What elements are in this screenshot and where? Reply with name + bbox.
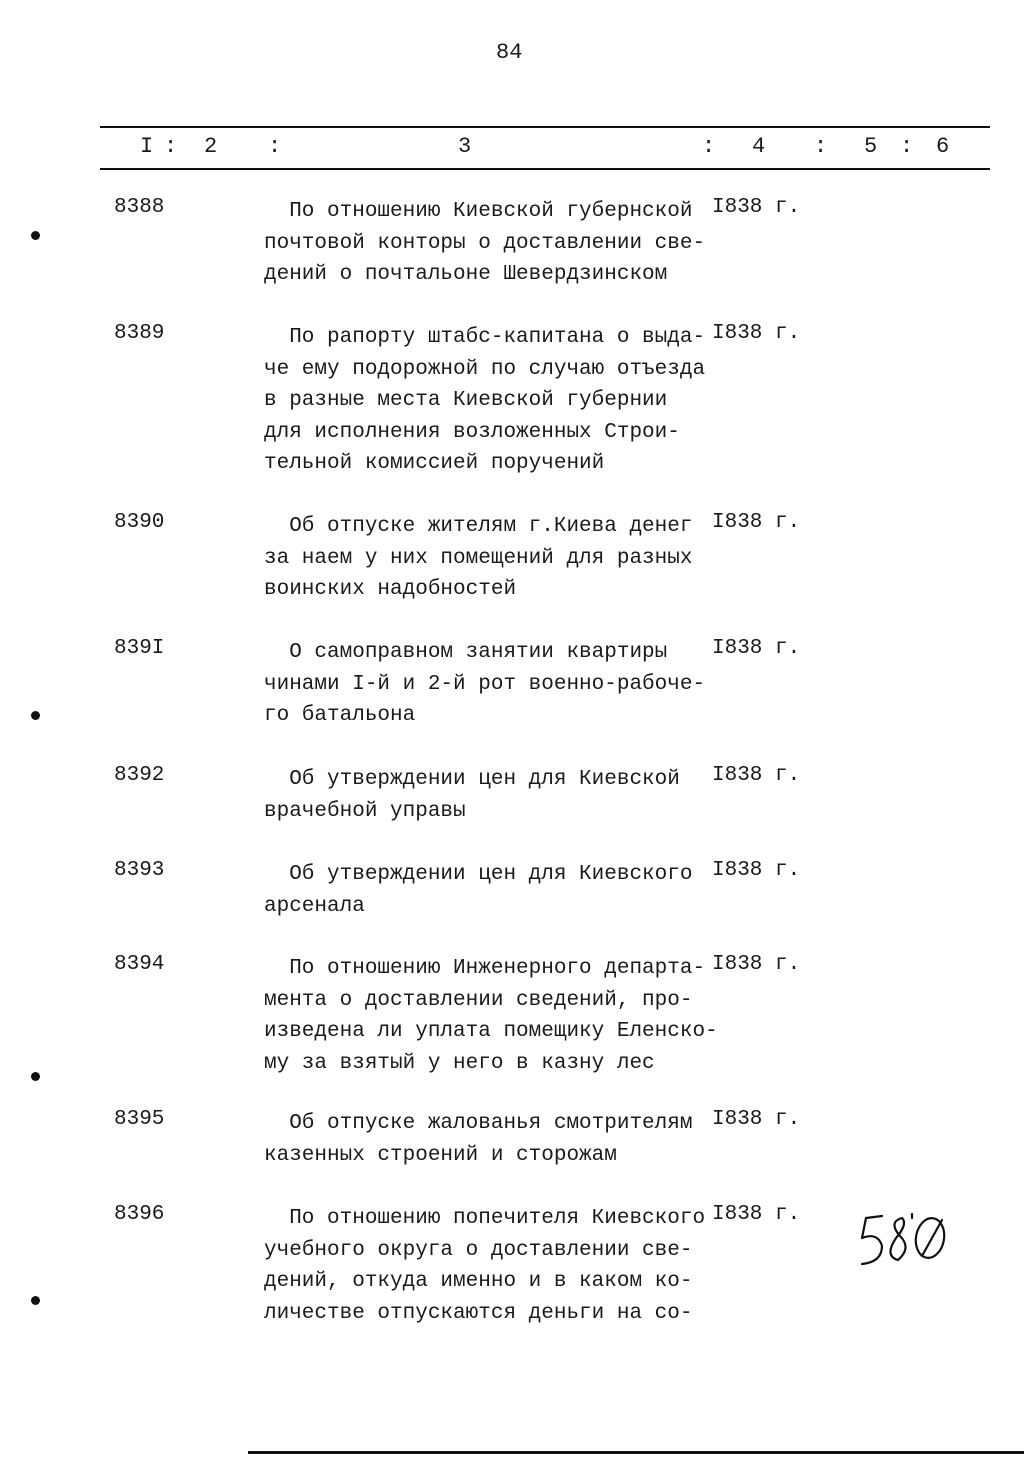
header-separator: :: [164, 134, 178, 159]
entry-number: 8393: [114, 859, 165, 882]
entry-description: По отношению Киевской губернской почтовой конторы о доставлении све- дений о почтальоне Шевердзинском: [264, 200, 706, 286]
header-rule-top: [100, 126, 990, 128]
entry-number: 8388: [114, 196, 165, 219]
page-number: 84: [496, 40, 523, 65]
punch-hole-mark: [31, 1072, 40, 1081]
handwritten-sheet-number: [852, 1208, 952, 1272]
entry-description: Об утверждении цен для Киевского арсенала: [264, 863, 693, 918]
header-separator: :: [702, 134, 716, 159]
entry-description: По отношению Инженерного департа- мента о доставлении сведений, про- изведена ли уплата помещику Еленско- му за взятый у него в казну лес: [264, 957, 718, 1075]
entry-description: Об отпуске жителям г.Киева денег за наем у них помещений для разных воинских надобностей: [264, 515, 693, 601]
punch-hole-mark: [31, 711, 40, 720]
header-separator: :: [900, 134, 914, 159]
entry-number: 8396: [114, 1203, 165, 1226]
header-col-5: 5: [864, 134, 878, 159]
entry-year: I838 г.: [712, 196, 801, 219]
punch-hole-mark: [31, 1296, 40, 1305]
entry-year: I838 г.: [712, 1203, 801, 1226]
entry-year: I838 г.: [712, 511, 801, 534]
header-separator: :: [268, 134, 282, 159]
entry-year: I838 г.: [712, 1108, 801, 1131]
entry-description: Об отпуске жалованья смотрителям казенных строений и сторожам: [264, 1112, 693, 1167]
header-col-4: 4: [752, 134, 766, 159]
entry-description: По отношению попечителя Киевского учебного округа о доставлении све- дений, откуда именно и в каком ко- личестве отпускаются деньги на со-: [264, 1207, 706, 1325]
punch-hole-mark: [31, 231, 40, 240]
entry-year: I838 г.: [712, 953, 801, 976]
header-separator: :: [814, 134, 828, 159]
entry-year: I838 г.: [712, 859, 801, 882]
entry-year: I838 г.: [712, 764, 801, 787]
entry-year: I838 г.: [712, 322, 801, 345]
entry-number: 8394: [114, 953, 165, 976]
header-col-6: 6: [936, 134, 950, 159]
entry-number: 8389: [114, 322, 165, 345]
entry-description: Об утверждении цен для Киевской врачебной управы: [264, 768, 680, 823]
entry-number: 8392: [114, 764, 165, 787]
entry-description: По рапорту штабс-капитана о выда- че ему подорожной по случаю отъезда в разные места Киевской губернии для исполнения возложенных Строи- тельной комиссией поручений: [264, 326, 706, 475]
header-col-1: I: [140, 134, 154, 159]
header-rule-bottom: [100, 168, 990, 170]
entry-year: I838 г.: [712, 637, 801, 660]
header-col-2: 2: [204, 134, 218, 159]
entry-number: 8395: [114, 1108, 165, 1131]
entry-number: 839I: [114, 637, 165, 660]
entry-number: 8390: [114, 511, 165, 534]
header-col-3: 3: [458, 134, 472, 159]
bottom-rule: [248, 1451, 1024, 1454]
entry-description: О самоправном занятии квартиры чинами I-й и 2-й рот военно-рабоче- го батальона: [264, 641, 706, 727]
